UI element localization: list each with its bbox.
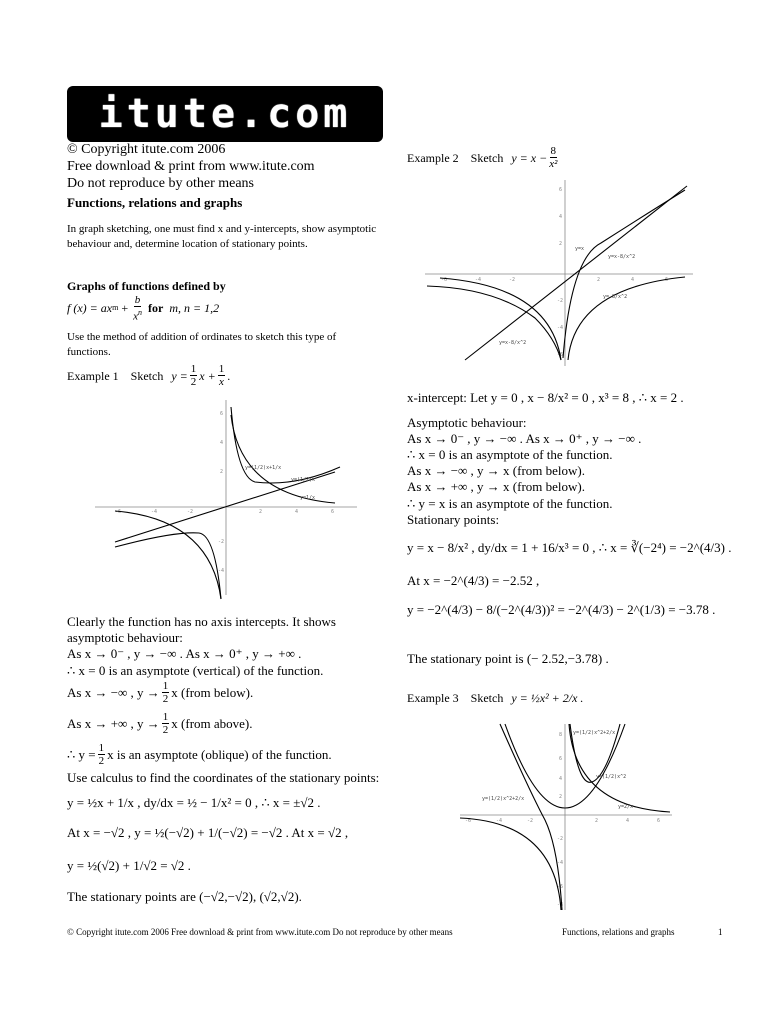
right-as-line5: ∴ y = x is an asymptote of the function. xyxy=(407,496,613,511)
page-number: 1 xyxy=(718,927,723,937)
example2-frac-den: x² xyxy=(549,158,558,170)
svg-text:-6: -6 xyxy=(557,884,564,890)
g1-sum-neg xyxy=(115,533,221,599)
formula-frac-num: b xyxy=(134,294,141,306)
g2-label-line: y=x xyxy=(575,246,585,252)
example1-graph xyxy=(95,395,365,600)
g1-recip-pos xyxy=(231,415,335,503)
stationary-title: Stationary points: xyxy=(407,512,500,527)
example1-end: . xyxy=(227,368,231,383)
g2-label-neg-sq: y=-8/x^2 xyxy=(603,294,628,300)
g3-label-sum: y=(1/2)x^2+2/x xyxy=(573,730,616,736)
svg-text:-6: -6 xyxy=(441,277,448,283)
svg-text:-2: -2 xyxy=(509,277,516,283)
svg-text:6: 6 xyxy=(665,277,669,283)
example1-frac1-num: 1 xyxy=(190,363,197,375)
right-as-line1: As x → 0⁻ , y → −∞ . As x → 0⁺ , y → −∞ . xyxy=(407,431,642,446)
svg-text:6: 6 xyxy=(331,509,335,515)
section-title: Graphs of functions defined by xyxy=(67,279,226,293)
formula-sup-n: n xyxy=(137,308,142,317)
clearly-line2: asymptotic behaviour: xyxy=(67,630,183,645)
svg-text:-4: -4 xyxy=(557,325,564,331)
as-line4 xyxy=(67,711,253,736)
g2-line-y-x xyxy=(465,186,687,360)
at-line2: y = ½(√2) + 1/√2 = √2 . xyxy=(67,858,191,873)
example1-label: Example 1 xyxy=(67,368,119,383)
right-as-line3: As x → −∞ , y → x (from below). xyxy=(407,463,585,478)
asymptotic-title: Asymptotic behaviour: xyxy=(407,415,527,430)
svg-text:6: 6 xyxy=(657,818,661,824)
g1-label-line: y=(1/2)x xyxy=(291,477,316,483)
as-line4-frac: $\frac{1}{2}$ xyxy=(162,711,169,736)
svg-text:2: 2 xyxy=(559,241,563,247)
logo-text: itute.com xyxy=(98,91,352,137)
right-as-line2: ∴ x = 0 is an asymptote of the function. xyxy=(407,447,613,462)
svg-text:-4: -4 xyxy=(151,509,158,515)
as-line5-a: ∴ y = xyxy=(67,746,96,762)
formula-for: for xyxy=(147,301,164,316)
as-line3-frac: $\frac{1}{2}$ xyxy=(162,680,169,705)
svg-text:-2: -2 xyxy=(218,539,225,545)
g2-neg-sq-neg xyxy=(440,278,564,360)
as-line4-a: As x → +∞ , y → xyxy=(67,715,160,731)
stationary-equation: y = x − 8/x² , dy/dx = 1 + 16/x³ = 0 , ∴ x = ∛(−2⁴) = −2^(4/3) . xyxy=(407,540,732,555)
formula-condition: m, n = 1,2 xyxy=(169,301,220,316)
at-line1: At x = −√2 , y = ½(−√2) + 1/(−√2) = −√2 . At x = √2 , xyxy=(67,825,349,840)
g3-label-parabola: y=(1/2)x^2 xyxy=(596,774,627,780)
example1-frac2 xyxy=(218,363,226,388)
copyright-line: © Copyright itute.com 2006 xyxy=(67,142,226,157)
at-x-line: At x = −2^(4/3) = −2.52 , xyxy=(407,573,540,588)
example2-frac-num: 8 xyxy=(550,145,557,157)
g2-label-curve: y=x-8/x^2 xyxy=(608,254,636,260)
svg-text:-4: -4 xyxy=(475,277,482,283)
example2-frac xyxy=(549,145,557,170)
formula-sup-m: m xyxy=(112,303,119,313)
svg-text:6: 6 xyxy=(220,411,224,417)
intro-paragraph: In graph sketching, one must find x and y-intercepts, show asymptotic behaviour and, determine location of stationary points. xyxy=(67,223,377,250)
example1-eq-lhs: y = xyxy=(171,368,188,383)
as-line4-b: x (from above). xyxy=(171,715,253,731)
svg-text:6: 6 xyxy=(559,756,563,762)
as-line1: As x → 0⁻ , y → −∞ . As x → 0⁺ , y → +∞ . xyxy=(67,646,302,661)
download-line: Free download & print from www.itute.com xyxy=(67,159,315,174)
g1-label-recip: y=1/x xyxy=(300,495,316,501)
g3-label-recip: y=2/x xyxy=(618,804,634,810)
footer-right: Functions, relations and graphs xyxy=(562,927,675,937)
svg-text:4: 4 xyxy=(220,440,224,446)
g3-recip-neg xyxy=(460,818,564,910)
example3-heading xyxy=(407,690,583,706)
example2-sketch: Sketch xyxy=(470,150,504,165)
svg-text:2: 2 xyxy=(259,509,263,515)
svg-text:2: 2 xyxy=(559,794,563,800)
as-line2: ∴ x = 0 is an asymptote (vertical) of the function. xyxy=(67,663,324,678)
svg-text:6: 6 xyxy=(559,187,563,193)
as-line3-a: As x → −∞ , y → xyxy=(67,684,160,700)
page-title: Functions, relations and graphs xyxy=(67,195,243,210)
example2-label: Example 2 xyxy=(407,150,459,165)
as-line5-frac: $\frac{1}{2}$ xyxy=(98,742,105,767)
x-intercept-line: x-intercept: Let y = 0 , x − 8/x² = 0 , x³ = 8 , ∴ x = 2 . xyxy=(407,390,684,405)
example1-sketch: Sketch xyxy=(130,368,164,383)
stationary-point-line: The stationary point is (− 2.52,−3.78) . xyxy=(407,651,609,666)
calc-equation: y = ½x + 1/x , dy/dx = ½ − 1/x² = 0 , ∴ x = ±√2 . xyxy=(67,795,321,810)
svg-text:-2: -2 xyxy=(557,298,564,304)
g1-recip-neg xyxy=(115,511,221,599)
formula-plus: + xyxy=(121,301,129,316)
example1-heading xyxy=(67,363,230,388)
example1-frac1 xyxy=(190,363,198,388)
stationary-points-line: The stationary points are (−√2,−√2), (√2,√2). xyxy=(67,889,302,904)
svg-text:-6: -6 xyxy=(115,509,122,515)
as-line3-b: x (from below). xyxy=(171,684,254,700)
svg-text:2: 2 xyxy=(595,818,599,824)
formula-x: x xyxy=(133,310,138,323)
example1-frac2-num: 1 xyxy=(218,363,225,375)
as-line3 xyxy=(67,680,253,705)
calc-line: Use calculus to find the coordinates of the stationary points: xyxy=(67,770,380,785)
g2-label-curve-neg: y=x-8/x^2 xyxy=(499,340,527,346)
svg-text:-8: -8 xyxy=(557,902,564,908)
example1-frac2-den: x xyxy=(219,376,224,388)
formula-lhs: f (x) = ax xyxy=(67,301,113,316)
g1-sum-pos xyxy=(231,407,340,483)
example1-mid: x + xyxy=(199,368,216,383)
svg-text:-4: -4 xyxy=(557,860,564,866)
example2-graph xyxy=(425,178,695,368)
example3-graph xyxy=(460,722,680,912)
svg-text:4: 4 xyxy=(559,776,563,782)
svg-text:2: 2 xyxy=(220,469,224,475)
example2-eq: y = x − xyxy=(511,150,548,165)
as-line5-b: x is an asymptote (oblique) of the function. xyxy=(107,746,332,762)
notice-line: Do not reproduce by other means xyxy=(67,176,254,191)
footer-left: © Copyright itute.com 2006 Free download & print from www.itute.com Do not reproduce by other means xyxy=(67,927,453,937)
svg-text:4: 4 xyxy=(559,214,563,220)
svg-text:-2: -2 xyxy=(557,836,564,842)
example3-sketch: Sketch xyxy=(470,691,504,705)
g3-sum-neg xyxy=(500,724,562,910)
formula-fraction xyxy=(133,294,142,323)
example2-heading xyxy=(407,145,559,170)
svg-text:8: 8 xyxy=(559,732,563,738)
svg-text:-4: -4 xyxy=(496,818,503,824)
g2-neg-sq-pos xyxy=(568,277,685,360)
method-paragraph: Use the method of addition of ordinates to sketch this type of functions. xyxy=(67,331,337,358)
as-line5 xyxy=(67,742,332,767)
clearly-line1: Clearly the function has no axis intercepts. It shows xyxy=(67,614,336,629)
svg-text:-6: -6 xyxy=(465,818,472,824)
itute-logo xyxy=(67,86,383,142)
g3-label-sum-neg: y=(1/2)x^2+2/x xyxy=(482,796,525,802)
svg-text:-2: -2 xyxy=(527,818,534,824)
svg-text:-6: -6 xyxy=(557,352,564,358)
example3-eq: y = ½x² + 2/x . xyxy=(511,691,584,705)
example3-label: Example 3 xyxy=(407,691,459,705)
svg-text:4: 4 xyxy=(295,509,299,515)
formula-frac-den xyxy=(133,307,142,323)
svg-text:2: 2 xyxy=(597,277,601,283)
g1-label-sum: y=(1/2)x+1/x xyxy=(245,465,282,471)
svg-text:-4: -4 xyxy=(218,568,225,574)
example1-frac1-den: 2 xyxy=(190,376,197,388)
general-formula xyxy=(67,294,219,323)
svg-text:4: 4 xyxy=(631,277,635,283)
right-as-line4: As x → +∞ , y → x (from below). xyxy=(407,479,585,494)
svg-text:-2: -2 xyxy=(187,509,194,515)
g2-curve-neg xyxy=(427,286,564,360)
y-value-line: y = −2^(4/3) − 8/(−2^(4/3))² = −2^(4/3) − 2^(1/3) = −3.78 . xyxy=(407,602,716,617)
svg-text:4: 4 xyxy=(626,818,630,824)
